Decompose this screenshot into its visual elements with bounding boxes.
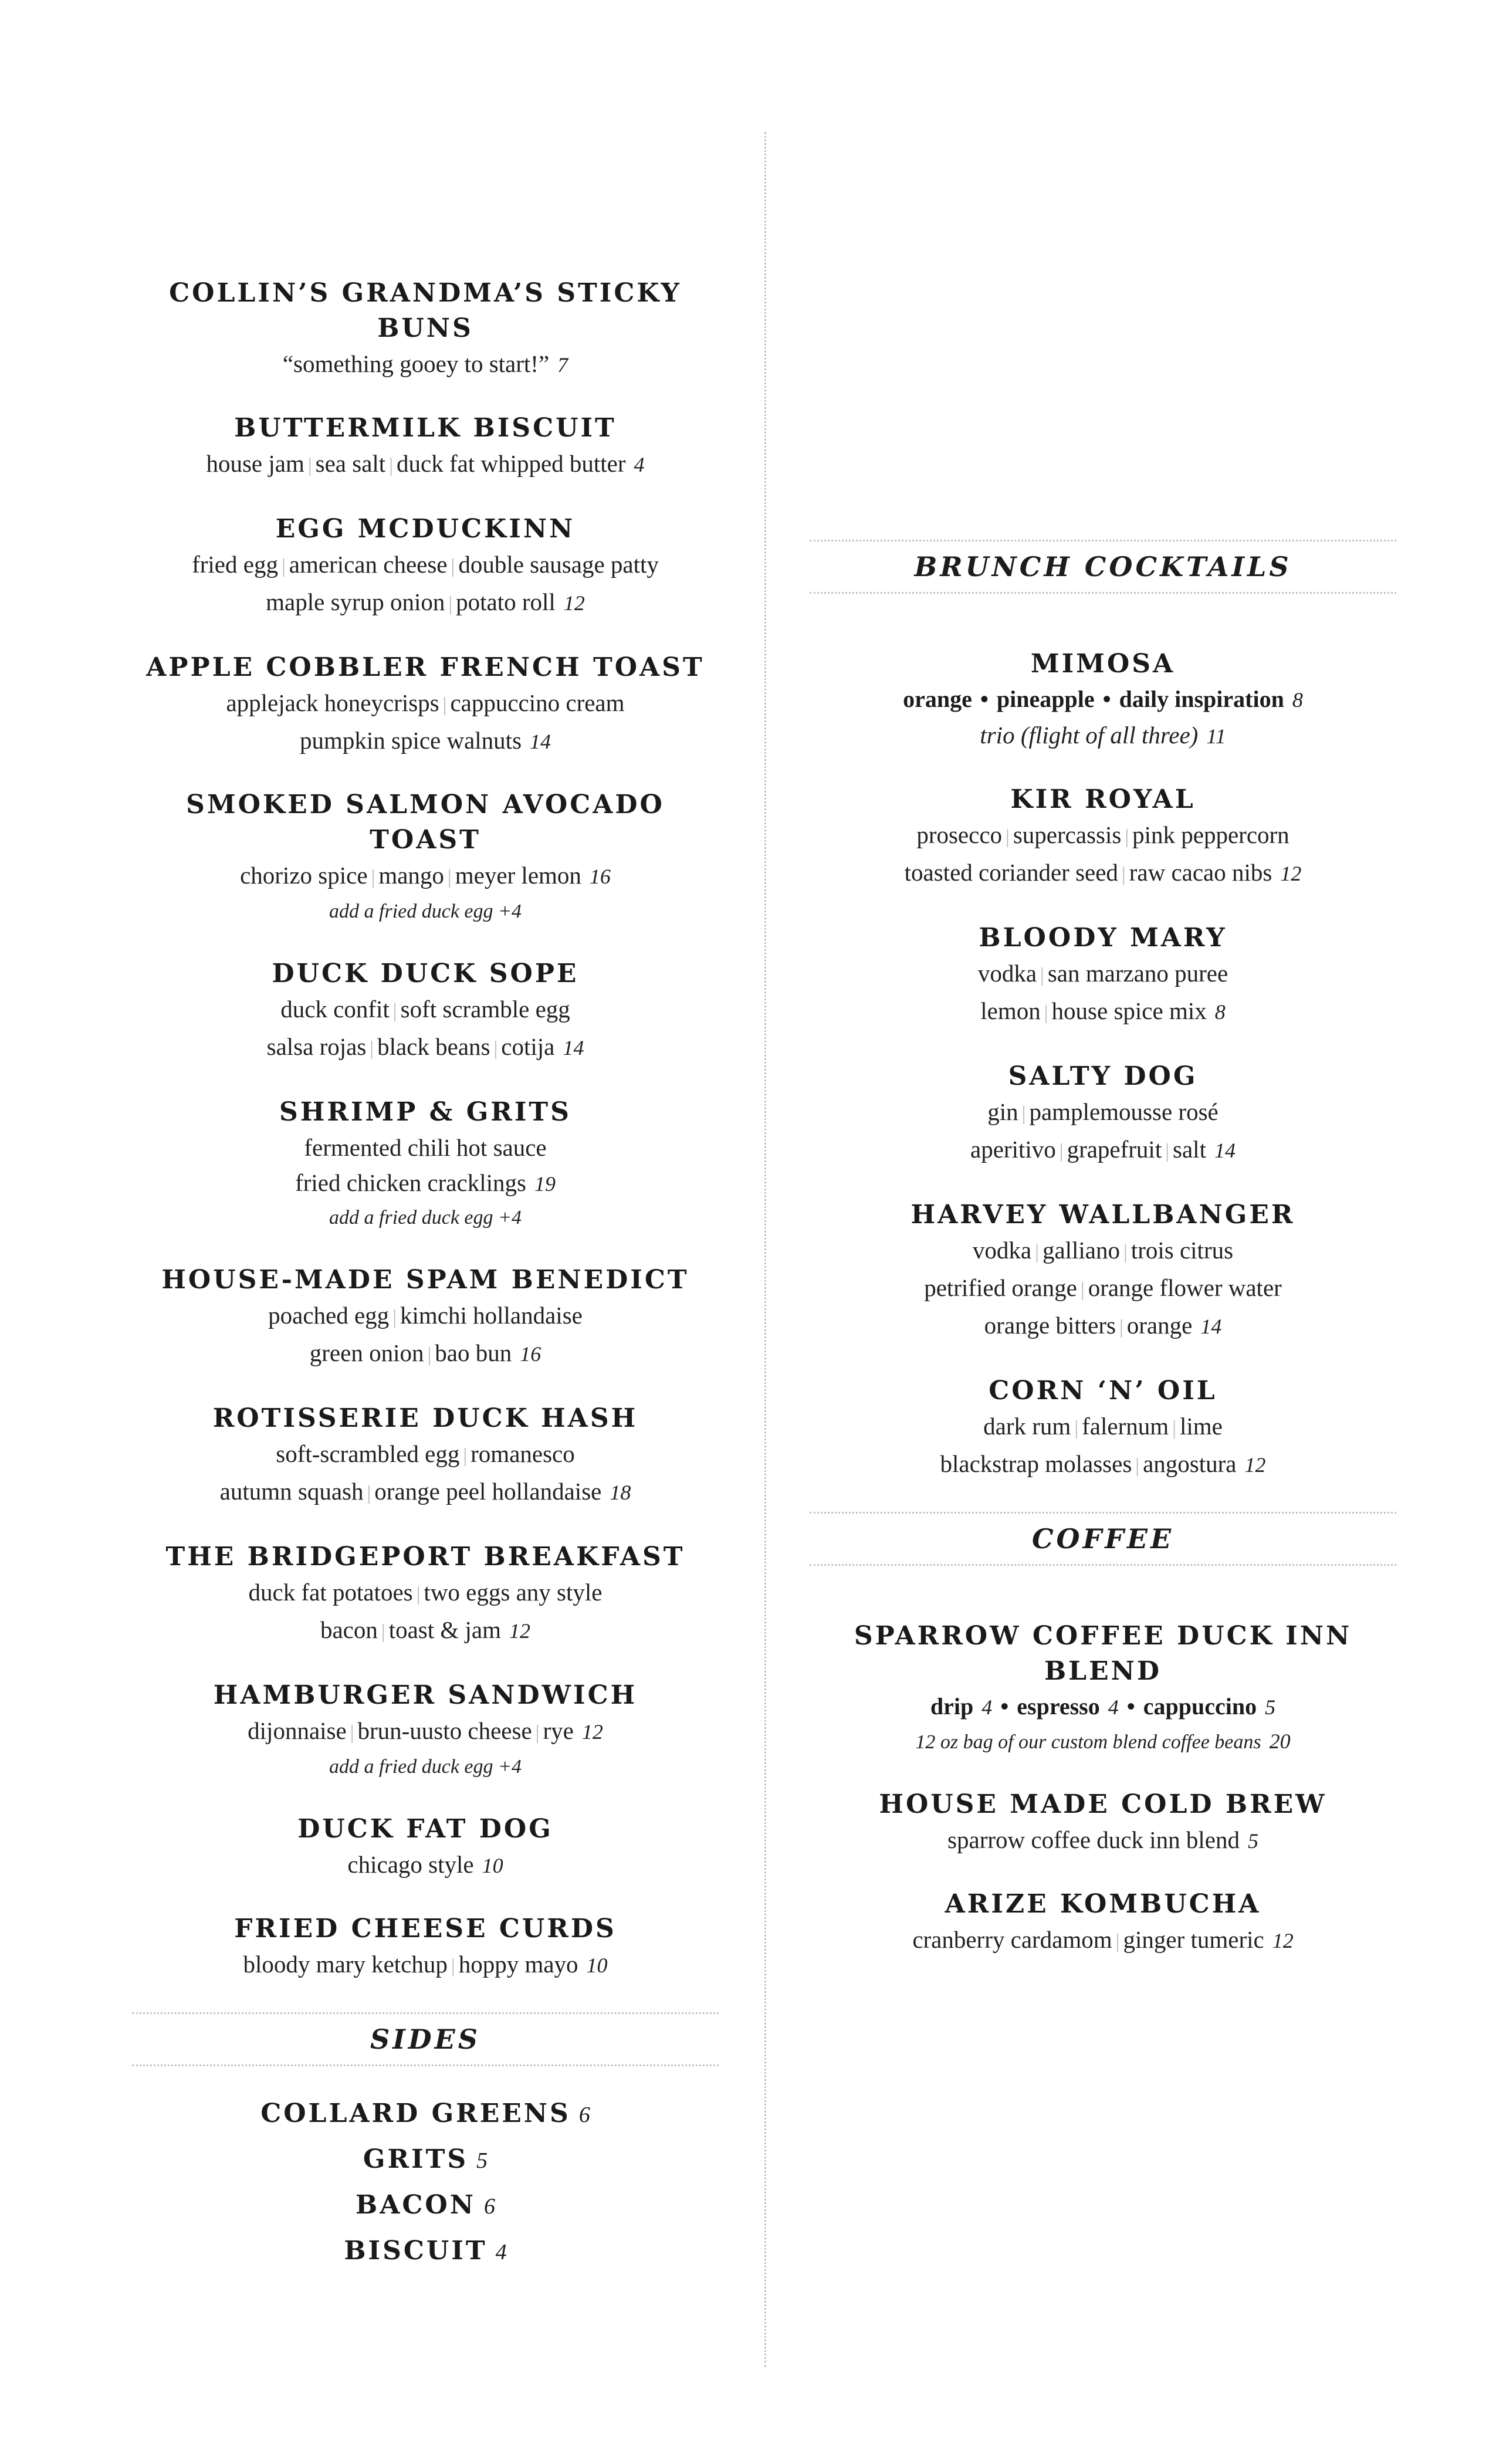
separator: | [463, 1445, 468, 1467]
ingredient: toasted coriander seed [904, 859, 1118, 886]
menu-item-buttermilk-biscuit [132, 411, 719, 483]
ingredient: fried egg [192, 551, 278, 578]
bullet: • [1102, 686, 1111, 712]
separator: | [370, 1038, 374, 1060]
item-price: 16 [520, 1342, 541, 1366]
side-item [132, 2096, 719, 2133]
menu-item-egg-mcduckinn [132, 512, 719, 622]
item-price: 5 [1247, 1829, 1258, 1853]
item-name: EGG MCDUCKINN [275, 514, 576, 544]
separator: | [493, 1038, 498, 1060]
ingredient: toast & jam [388, 1616, 502, 1643]
ingredient: pamplemousse rosé [1029, 1098, 1219, 1125]
menu-item-bridgeport-breakfast [132, 1539, 719, 1650]
ingredient: black beans [377, 1033, 490, 1060]
ingredient: galliano [1042, 1237, 1121, 1264]
ingredient: raw cacao nibs [1129, 859, 1272, 886]
side-item [132, 2187, 719, 2225]
item-name: HOUSE MADE COLD BREW [879, 1789, 1327, 1819]
ingredient: duck fat potatoes [248, 1579, 413, 1606]
ingredient: kimchi hollandaise [400, 1302, 583, 1329]
item-name: APPLE COBBLER FRENCH TOAST [146, 652, 705, 682]
item-price: 16 [589, 865, 611, 888]
ingredient: double sausage patty [458, 551, 659, 578]
item-name: MIMOSA [1030, 649, 1176, 679]
menu-item-shrimp-grits [132, 1095, 719, 1234]
item-name: BUTTERMILK BISCUIT [234, 413, 617, 443]
item-desc: “something gooey to start!” [282, 350, 550, 377]
item-name: DUCK DUCK SOPE [272, 959, 579, 989]
item-name: KIR ROYAL [1010, 784, 1196, 814]
item-price: 20 [1269, 1729, 1291, 1753]
ingredient: maple syrup onion [266, 588, 445, 615]
ingredient: orange [1126, 1312, 1193, 1339]
section-heading-sides: SIDES [132, 2012, 719, 2066]
item-price: 4 [495, 2240, 507, 2265]
ingredient: gin [987, 1098, 1018, 1125]
separator: | [1044, 1002, 1048, 1024]
ingredient: san marzano puree [1047, 960, 1228, 987]
ingredient: potato roll [456, 588, 556, 615]
separator: | [381, 1621, 385, 1643]
item-price: 12 [563, 591, 585, 615]
side-item [132, 2233, 719, 2270]
separator: | [392, 1000, 397, 1022]
item-name: GRITS [363, 2144, 469, 2174]
separator: | [447, 867, 452, 888]
separator: | [427, 1344, 432, 1366]
separator: | [350, 1722, 354, 1744]
separator: | [392, 1307, 397, 1328]
ingredient: house jam [206, 450, 304, 477]
separator: | [1040, 964, 1044, 986]
ingredient: house spice mix [1051, 997, 1207, 1024]
item-price: 14 [563, 1036, 584, 1060]
item-price: 10 [482, 1854, 503, 1877]
item-name: SMOKED SALMON AVOCADO TOAST [186, 790, 665, 855]
ingredient: sparrow coffee duck inn blend [947, 1826, 1240, 1853]
item-price: 12 [581, 1720, 603, 1744]
separator: | [442, 694, 447, 716]
ingredient: ginger tumeric [1123, 1926, 1264, 1953]
item-name: SPARROW COFFEE DUCK INN BLEND [854, 1621, 1352, 1686]
item-name: ARIZE KOMBUCHA [945, 1889, 1261, 1919]
item-price: 12 [1272, 1929, 1294, 1952]
ingredient: duck confit [280, 996, 390, 1023]
ingredient: poached egg [268, 1302, 390, 1329]
item-price: 6 [483, 2194, 495, 2219]
separator: | [371, 867, 375, 888]
ingredient: pink peppercorn [1132, 821, 1289, 848]
ingredient: grapefruit [1067, 1136, 1162, 1163]
menu-item-corn-n-oil [810, 1373, 1396, 1484]
bag-note: 12 oz bag of our custom blend coffee beans [915, 1731, 1261, 1753]
separator: | [535, 1722, 540, 1744]
ingredient: bacon [320, 1616, 378, 1643]
menu-item-mimosa [810, 647, 1396, 754]
option-price: 4 [981, 1695, 993, 1719]
option: espresso [1017, 1693, 1100, 1720]
option-price: 5 [1265, 1695, 1276, 1719]
ingredient: salt [1173, 1136, 1206, 1163]
trio-desc: trio (flight of all three) [980, 722, 1199, 749]
item-name: CORN ‘N’ OIL [989, 1376, 1217, 1406]
ingredient: trois citrus [1131, 1237, 1234, 1264]
side-item [132, 2141, 719, 2179]
ingredient: orange bitters [984, 1312, 1116, 1339]
menu-item-spam-benedict [132, 1263, 719, 1373]
ingredient: blackstrap molasses [940, 1450, 1132, 1477]
separator: | [1121, 864, 1126, 885]
menu-item-bloody-mary [810, 920, 1396, 1031]
ingredient: salsa rojas [266, 1033, 367, 1060]
section-heading-brunch-cocktails: BRUNCH COCKTAILS [810, 540, 1396, 594]
addon-note: add a fried duck egg +4 [329, 1207, 522, 1228]
separator: | [1125, 826, 1129, 848]
ingredient: pumpkin spice walnuts [299, 727, 522, 754]
item-price: 12 [1244, 1453, 1266, 1477]
item-price: 10 [586, 1954, 608, 1977]
ingredient: chicago style [347, 1851, 474, 1878]
item-name: ROTISSERIE DUCK HASH [212, 1403, 638, 1433]
ingredient: supercassis [1013, 821, 1122, 848]
ingredient: green onion [309, 1339, 424, 1366]
item-name: HAMBURGER SANDWICH [213, 1680, 638, 1710]
ingredient: sea salt [315, 450, 386, 477]
separator: | [451, 1955, 455, 1977]
item-name: HARVEY WALLBANGER [911, 1200, 1295, 1230]
separator: | [1165, 1140, 1170, 1162]
separator: | [1123, 1241, 1128, 1263]
item-name: BLOODY MARY [979, 923, 1227, 953]
item-name: HOUSE-MADE SPAM BENEDICT [161, 1265, 689, 1295]
menu-item-duck-sope [132, 956, 719, 1067]
ingredient: fried chicken cracklings [295, 1169, 526, 1196]
item-name: DUCK FAT DOG [297, 1814, 553, 1844]
menu-item-kir-royal [810, 782, 1396, 892]
addon-note: add a fried duck egg +4 [329, 1756, 522, 1778]
menu-item-duck-fat-dog [132, 1812, 719, 1883]
menu-item-hamburger [132, 1678, 719, 1783]
item-price: 11 [1206, 725, 1226, 748]
separator: | [1074, 1417, 1079, 1439]
ingredient: bao bun [435, 1339, 512, 1366]
item-price: 5 [476, 2148, 488, 2173]
ingredient: brun-uusto cheese [357, 1717, 532, 1744]
drinks-column [810, 540, 1396, 1988]
separator: | [1080, 1279, 1085, 1301]
ingredient: orange peel hollandaise [374, 1478, 602, 1505]
item-name: COLLIN’S GRANDMA’S STICKY BUNS [169, 278, 682, 343]
item-price: 14 [1214, 1139, 1236, 1162]
separator: | [451, 556, 455, 577]
menu-item-duck-hash [132, 1401, 719, 1511]
item-name: BISCUIT [344, 2236, 488, 2266]
ingredient: falernum [1082, 1413, 1169, 1440]
ingredient: applejack honeycrisps [226, 689, 439, 716]
item-price: 12 [1280, 862, 1302, 885]
ingredient: vodka [977, 960, 1037, 987]
separator: | [1172, 1417, 1176, 1439]
item-price: 8 [1292, 688, 1303, 712]
option: cappuccino [1143, 1693, 1257, 1720]
separator: | [448, 593, 453, 615]
bullet: • [1000, 1693, 1009, 1720]
ingredient: lime [1179, 1413, 1223, 1440]
ingredient: dijonnaise [248, 1717, 347, 1744]
separator: | [1059, 1140, 1064, 1162]
ingredient: cranberry cardamom [912, 1926, 1112, 1953]
ingredient: rye [543, 1717, 574, 1744]
separator: | [1135, 1455, 1140, 1477]
item-price: 4 [634, 453, 645, 476]
ingredient: orange flower water [1088, 1274, 1282, 1301]
ingredient: mango [378, 862, 444, 889]
addon-note: add a fried duck egg +4 [329, 901, 522, 922]
separator: | [1021, 1103, 1026, 1125]
item-name: COLLARD GREENS [260, 2099, 571, 2128]
menu-item-cold-brew [810, 1787, 1396, 1859]
ingredient: fermented chili hot sauce [304, 1134, 547, 1161]
separator: | [389, 455, 394, 476]
ingredient: soft-scrambled egg [276, 1440, 460, 1467]
item-name: SHRIMP & GRITS [279, 1097, 571, 1127]
section-heading-coffee: COFFEE [810, 1512, 1396, 1566]
separator: | [416, 1583, 421, 1605]
ingredient: vodka [972, 1237, 1032, 1264]
menu-item-sparrow-coffee [810, 1619, 1396, 1759]
item-name: BACON [356, 2190, 476, 2220]
item-price: 14 [530, 730, 551, 753]
menu-item-kombucha [810, 1887, 1396, 1959]
option: pineapple [996, 686, 1095, 712]
ingredient: soft scramble egg [400, 996, 570, 1023]
item-price: 14 [1200, 1315, 1222, 1338]
separator: | [1035, 1241, 1039, 1263]
item-price: 19 [534, 1172, 556, 1196]
menu-item-cheese-curds [132, 1911, 719, 1984]
separator: | [307, 455, 312, 476]
menu-item-sticky-buns [132, 276, 719, 383]
ingredient: dark rum [983, 1413, 1071, 1440]
item-price: 6 [578, 2103, 590, 2127]
ingredient: two eggs any style [424, 1579, 603, 1606]
separator: | [367, 1483, 371, 1504]
option: drip [930, 1693, 974, 1720]
ingredient: petrified orange [924, 1274, 1077, 1301]
item-name: FRIED CHEESE CURDS [234, 1914, 617, 1944]
item-price: 7 [557, 353, 568, 377]
menu-item-french-toast [132, 650, 719, 759]
menu-item-salmon-toast [132, 787, 719, 928]
separator: | [281, 556, 286, 577]
option-price: 4 [1108, 1695, 1119, 1719]
ingredient: duck fat whipped butter [397, 450, 626, 477]
item-name: THE BRIDGEPORT BREAKFAST [165, 1542, 685, 1572]
item-price: 12 [509, 1619, 531, 1643]
item-price: 8 [1214, 1000, 1226, 1024]
menu-item-harvey-wallbanger [810, 1197, 1396, 1345]
ingredient: chorizo spice [240, 862, 368, 889]
ingredient: angostura [1143, 1450, 1237, 1477]
menu-item-salty-dog [810, 1059, 1396, 1169]
bullet: • [980, 686, 989, 712]
ingredient: bloody mary ketchup [243, 1951, 448, 1978]
ingredient: cotija [501, 1033, 555, 1060]
ingredient: cappuccino cream [450, 689, 625, 716]
ingredient: american cheese [289, 551, 448, 578]
ingredient: lemon [980, 997, 1041, 1024]
ingredient: prosecco [916, 821, 1003, 848]
bullet: • [1126, 1693, 1135, 1720]
option: orange [903, 686, 972, 712]
separator: | [1006, 826, 1010, 848]
ingredient: romanesco [471, 1440, 575, 1467]
ingredient: hoppy mayo [458, 1951, 578, 1978]
ingredient: autumn squash [219, 1478, 364, 1505]
column-divider [764, 132, 766, 2367]
ingredient: meyer lemon [455, 862, 581, 889]
food-column [132, 276, 719, 2279]
ingredient: aperitivo [970, 1136, 1056, 1163]
item-name: SALTY DOG [1008, 1061, 1198, 1091]
separator: | [1115, 1931, 1120, 1952]
option: daily inspiration [1119, 686, 1284, 712]
separator: | [1119, 1316, 1123, 1338]
item-price: 18 [610, 1481, 631, 1504]
